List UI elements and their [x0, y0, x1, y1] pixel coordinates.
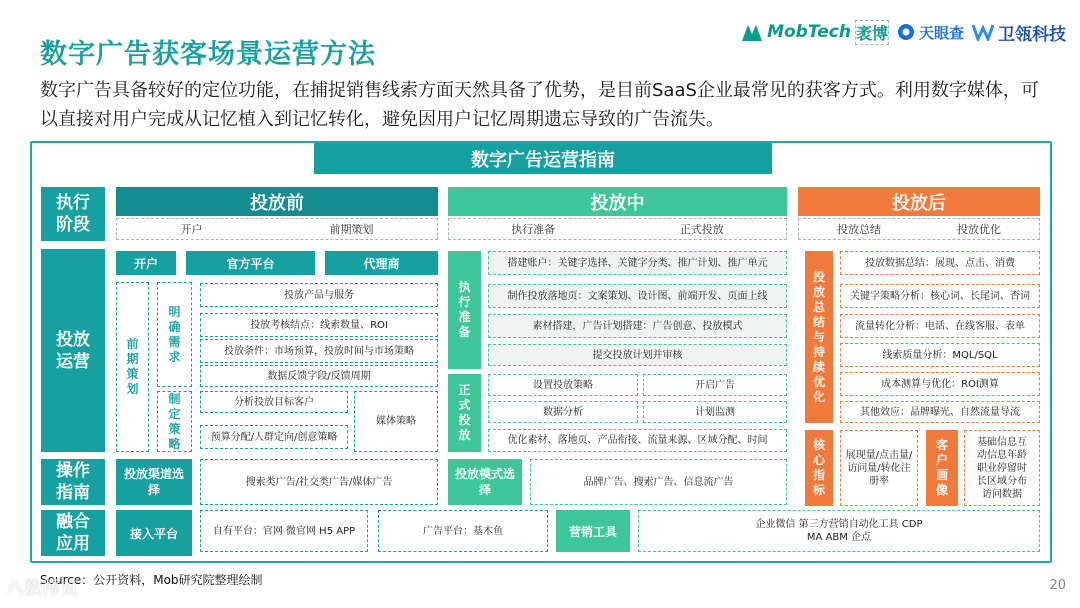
row-label-operation [41, 249, 105, 452]
logo-bar [741, 18, 1066, 46]
customer-profile-label-text: 客户画像 [935, 438, 948, 497]
page-title: 数字广告获客场景运营方法 [40, 39, 376, 70]
launch-item: 计划监测 [643, 401, 787, 423]
row-label-exec-stage [41, 187, 105, 241]
access-platform-label: 接入平台 [116, 510, 192, 556]
exec-prep-label-text: 执行准备 [458, 280, 471, 339]
launch-item: 设置投放策略 [488, 374, 638, 396]
row-label-integration [41, 510, 105, 556]
weishi-logo [972, 20, 1066, 45]
before-item: 分析投放目标客户 [200, 391, 348, 413]
phase-during-sub1: 执行准备 [511, 223, 556, 236]
prep-item: 提交投放计划并审核 [488, 344, 787, 366]
weishi-logo-text: 卫瓴科技 [998, 24, 1066, 45]
row-label-op-guide [41, 459, 105, 505]
intro-paragraph: 数字广告具备较好的定位功能，在捕捉销售线索方面天然具备了优势，是目前SaaS企业最常见的获客方式。利用数字媒体，可以直接对用户完成从记忆植入到记忆转化，避免因用户记忆周期遗忘导致的广告流失。 [40, 80, 1039, 130]
agent-label: 代理商 [325, 251, 438, 275]
phase-before-header: 投放前 [116, 187, 438, 216]
clarify-needs-label [157, 282, 192, 387]
watermark: 八数博览 [6, 578, 78, 599]
prep-item: 制作投放落地页：文案策划、设计图、前端开发、页面上线 [488, 284, 787, 308]
mobtech-logo-text: MobTech [767, 22, 851, 42]
exec-prep-label [448, 251, 481, 369]
optimize-item: 优化素材、落地页、产品衔接、流量来源、区域分配、时间 [488, 429, 787, 452]
phase-before-sub1: 开户 [180, 223, 203, 236]
tianyancha-logo [897, 22, 964, 43]
summary-opt-label [805, 251, 833, 423]
phase-during-sub2: 正式投放 [679, 223, 724, 236]
guide-title: 数字广告运营指南 [314, 143, 772, 174]
core-metrics-label [805, 430, 833, 506]
phase-after-sub1: 投放总结 [837, 223, 881, 236]
after-item: 流量转化分析：电话、在线客服、表单 [840, 314, 1040, 338]
ad-platform: 广告平台：基木鱼 [378, 510, 548, 552]
pre-plan-label-text: 前期策划 [126, 337, 139, 396]
core-metrics-text: 展现量/点击量/访问量/转化注册率 [840, 430, 918, 506]
formal-launch-label-text: 正式投放 [458, 383, 471, 442]
tianyancha-logo-text: 天眼查 [918, 23, 964, 42]
mode-choice-label: 投放模式选择 [448, 459, 522, 505]
launch-item: 数据分析 [488, 401, 638, 423]
media-strategy: 媒体策略 [354, 391, 438, 452]
tianyancha-mark-icon [897, 23, 915, 41]
official-platform-label: 官方平台 [186, 251, 315, 275]
customer-profile-label [926, 430, 958, 506]
mobtech-logo-sub: 袤博 [855, 20, 889, 45]
mobtech-logo [741, 20, 889, 45]
before-item: 数据反馈字段/反馈周期 [200, 365, 438, 387]
clarify-needs-label-text: 明确需求 [168, 304, 181, 364]
tools-text: 企业微信 第三方营销自动化工具 CDP MA ABM 企点 [638, 510, 1040, 552]
phase-after-header: 投放后 [798, 187, 1040, 216]
mode-text: 品牌广告、搜索广告、信息流广告 [530, 459, 787, 505]
before-item: 投放考核结点：线索数量、ROI [200, 313, 438, 337]
source-note: Source：公开资料，Mob研究院整理绘制 [40, 573, 263, 587]
mobtech-mark-icon [741, 22, 763, 42]
row-label-exec-stage-text: 执行阶段 [56, 193, 90, 235]
pre-plan-label [116, 282, 149, 452]
core-metrics-label-text: 核心指标 [812, 438, 825, 497]
after-item: 关键字策略分析：核心词、长尾词、否词 [840, 284, 1040, 308]
weishi-mark-icon [972, 23, 994, 41]
customer-profile-text: 基础信息互动信息年龄职业停留时长区域分布访问数据 [964, 430, 1040, 506]
phase-after-sub2: 投放优化 [957, 223, 1001, 236]
open-account-label: 开户 [116, 251, 176, 275]
self-platform: 自有平台：官网 微官网 H5 APP [200, 510, 368, 552]
phase-during-header: 投放中 [448, 187, 787, 216]
summary-opt-label-text: 投放总结与持续优化 [812, 269, 825, 404]
after-item: 其他效应：品牌曝光、自然流量导流 [840, 401, 1040, 423]
before-item: 预算分配/人群定向/创意策略 [200, 425, 348, 449]
make-strategy-label-text: 制定策略 [168, 391, 181, 451]
phase-before-sub2: 前期策划 [329, 223, 374, 236]
row-label-operation-text: 投放运营 [56, 329, 90, 372]
after-item: 线索质量分析：MQL/SQL [840, 343, 1040, 367]
channel-choice-label: 投放渠道选择 [116, 459, 192, 505]
phase-before-subrow [116, 218, 438, 240]
after-item: 投放数据总结：展现、点击、消费 [840, 251, 1040, 275]
after-item: 成本测算与优化：ROI测算 [840, 372, 1040, 396]
make-strategy-label [157, 391, 192, 452]
before-item: 投放产品与服务 [200, 283, 438, 307]
before-item: 投放条件：市场预算，投放时间与市场策略 [200, 339, 438, 363]
prep-item: 搭建账户：关键字选择、关键字分类、推广计划、推广单元 [488, 251, 787, 275]
marketing-tools-label: 营销工具 [556, 510, 630, 552]
row-label-integration-text: 融合应用 [56, 512, 90, 554]
formal-launch-label [448, 374, 481, 452]
prep-item: 素材搭建，广告计划搭建：广告创意、投放模式 [488, 314, 787, 338]
page-number: 20 [1049, 578, 1066, 593]
launch-item: 开启广告 [643, 374, 787, 396]
phase-after-subrow [798, 218, 1040, 240]
channel-text: 搜索类广告/社交类广告/媒体广告 [200, 459, 438, 505]
phase-during-subrow [448, 218, 787, 240]
row-label-op-guide-text: 操作指南 [56, 461, 90, 503]
